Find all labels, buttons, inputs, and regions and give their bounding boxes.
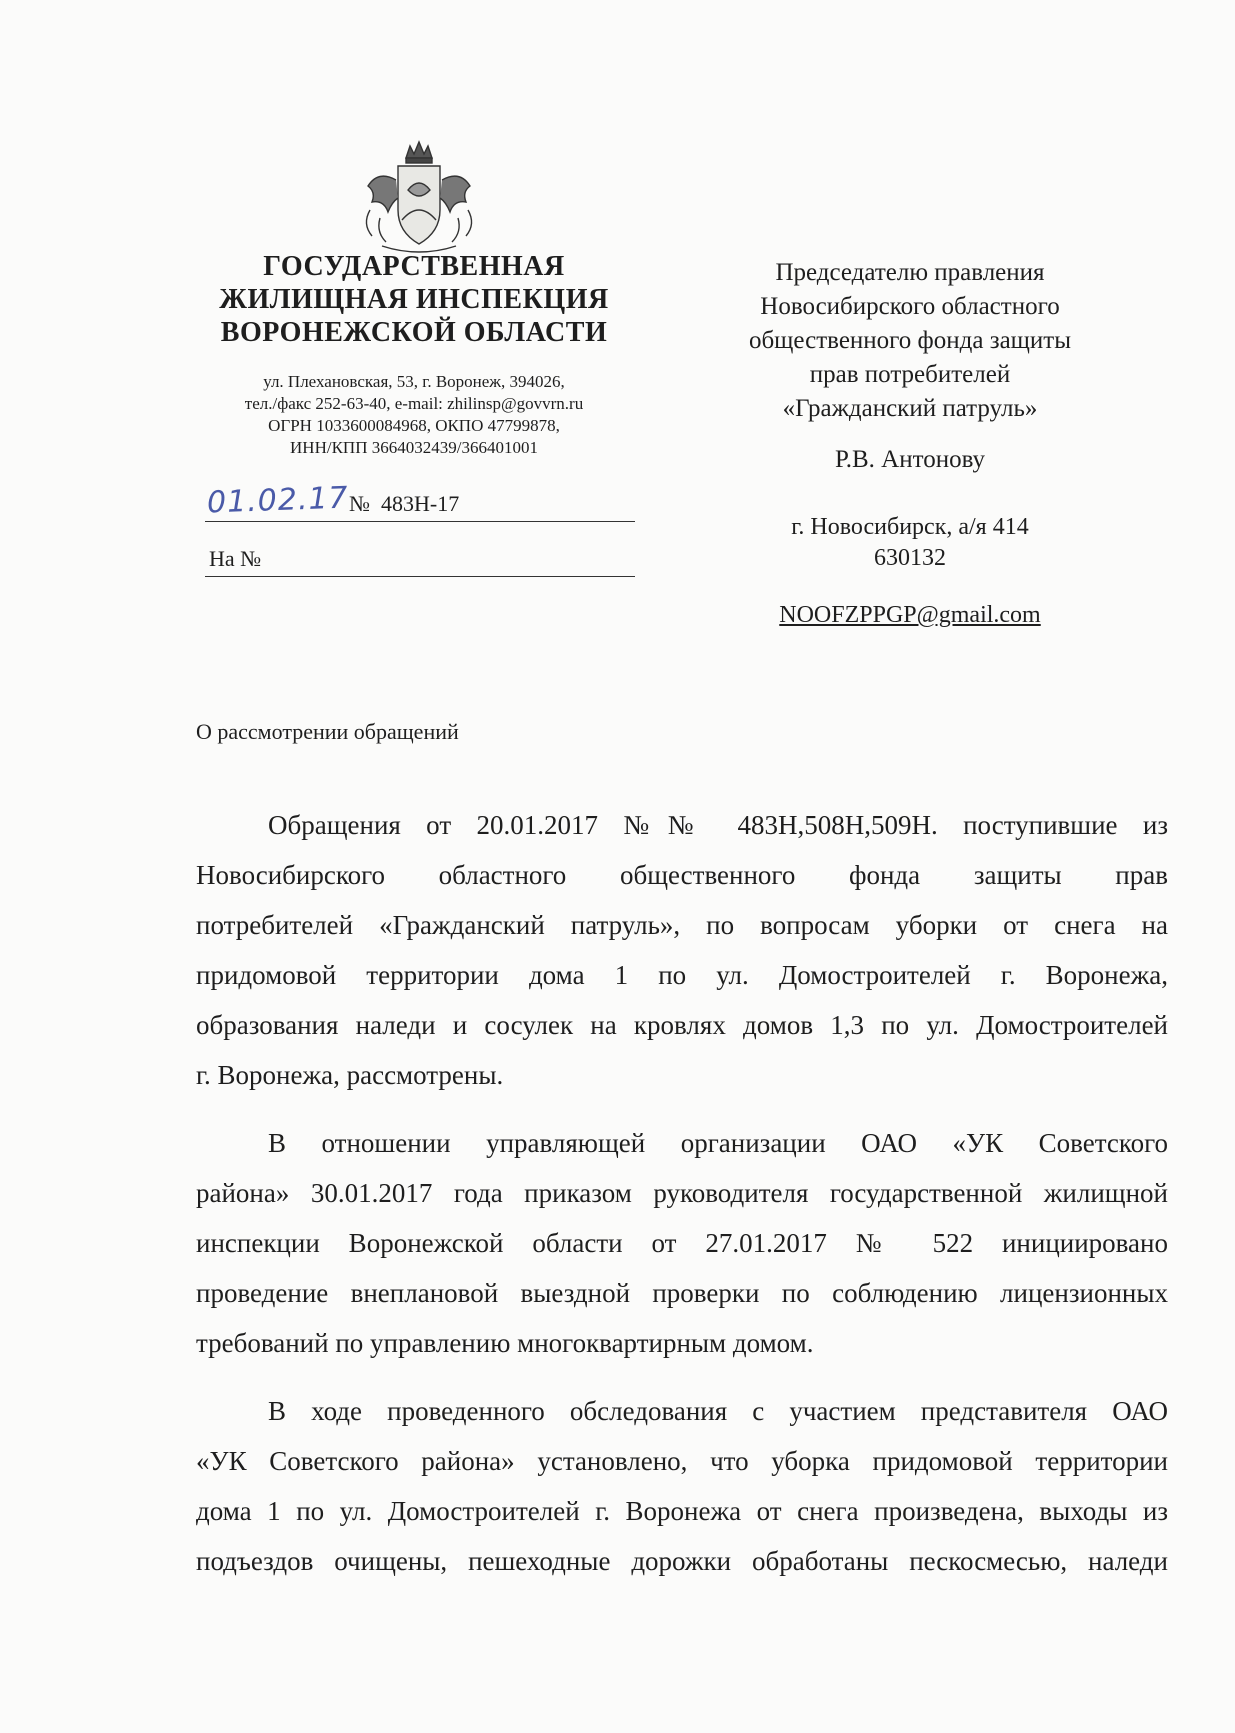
recipient-name: Р.В. Антонову	[834, 446, 986, 473]
body-paragraph	[196, 800, 1168, 1100]
body-line: придомовой территории дома 1 по ул. Домостроителей г. Воронежа,	[196, 960, 1168, 990]
body-line: района» 30.01.2017 года приказом руководителя государственной жилищной	[196, 1178, 1168, 1208]
recipient-title-line: прав потребителей	[809, 361, 1011, 388]
registration-number-label: №	[349, 491, 370, 516]
recipient-title-line: Председателю правления	[775, 259, 1045, 286]
sender-org-name-line: ЖИЛИЩНАЯ ИНСПЕКЦИЯ	[219, 284, 609, 315]
recipient-address: г. Новосибирск, а/я 414	[791, 514, 1029, 540]
body-paragraph	[196, 1118, 1168, 1368]
body-line: В отношении управляющей организации ОАО «УК Советского	[268, 1128, 1168, 1158]
body-line: подъездов очищены, пешеходные дорожки обработаны пескосмесью, наледи	[196, 1546, 1168, 1576]
recipient-title-line: Новосибирского областного	[760, 293, 1060, 320]
body-line: инспекции Воронежской области от 27.01.2017 № 522 инициировано	[196, 1228, 1168, 1258]
body-line: потребителей «Гражданский патруль», по вопросам уборки от снега на	[196, 910, 1168, 940]
body-line: Новосибирского областного общественного фонда защиты прав	[196, 860, 1168, 890]
body-line: образования наледи и сосулек на кровлях домов 1,3 по ул. Домостроителей	[196, 1010, 1168, 1040]
body-paragraph	[196, 1386, 1168, 1586]
in-reply-label: На №	[209, 546, 262, 571]
registration-date-handwritten: 01.02.17	[206, 480, 350, 521]
body-line: г. Воронежа, рассмотрены.	[196, 1060, 504, 1090]
coat-of-arms-emblem	[358, 140, 480, 255]
body-line: проведение внеплановой выездной проверки по соблюдению лицензионных	[196, 1278, 1168, 1308]
sender-org-name-line: ГОСУДАРСТВЕННАЯ	[263, 251, 565, 282]
registration-line	[205, 480, 635, 522]
sender-address-line: ОГРН 1033600084968, ОКПО 47799878,	[268, 416, 560, 435]
recipient-title-line: общественного фонда защиты	[748, 327, 1072, 354]
recipient-block	[700, 256, 1120, 629]
recipient-zip: 630132	[874, 545, 946, 571]
recipient-title-line: «Гражданский патруль»	[782, 395, 1038, 422]
sender-org-name-line: ВОРОНЕЖСКОЙ ОБЛАСТИ	[220, 317, 608, 348]
body-line: Обращения от 20.01.2017 №№ 483Н,508Н,509Н. поступившие из	[268, 810, 1168, 840]
sender-address-line: ИНН/КПП 3664032439/366401001	[290, 438, 538, 457]
registration-number: 483Н-17	[381, 491, 460, 516]
recipient-email-link[interactable]: NOOFZPPGP@gmail.com	[779, 602, 1041, 628]
sender-address	[196, 371, 632, 459]
body-line: требований по управлению многоквартирным домом.	[196, 1328, 814, 1358]
body-line: В ходе проведенного обследования с участием представителя ОАО	[268, 1396, 1168, 1426]
letter-subject: О рассмотрении обращений	[196, 719, 459, 744]
sender-block	[196, 250, 632, 459]
sender-address-line: ул. Плехановская, 53, г. Воронеж, 394026,	[263, 372, 565, 391]
body-line: «УК Советского района» установлено, что уборка придомовой территории	[196, 1446, 1168, 1476]
body-line: дома 1 по ул. Домостроителей г. Воронежа от снега произведена, выходы из	[196, 1496, 1168, 1526]
in-reply-line	[205, 546, 635, 577]
letter-body	[196, 800, 1168, 1604]
sender-address-line: тел./факс 252-63-40, e-mail: zhilinsp@govvrn.ru	[244, 394, 584, 413]
